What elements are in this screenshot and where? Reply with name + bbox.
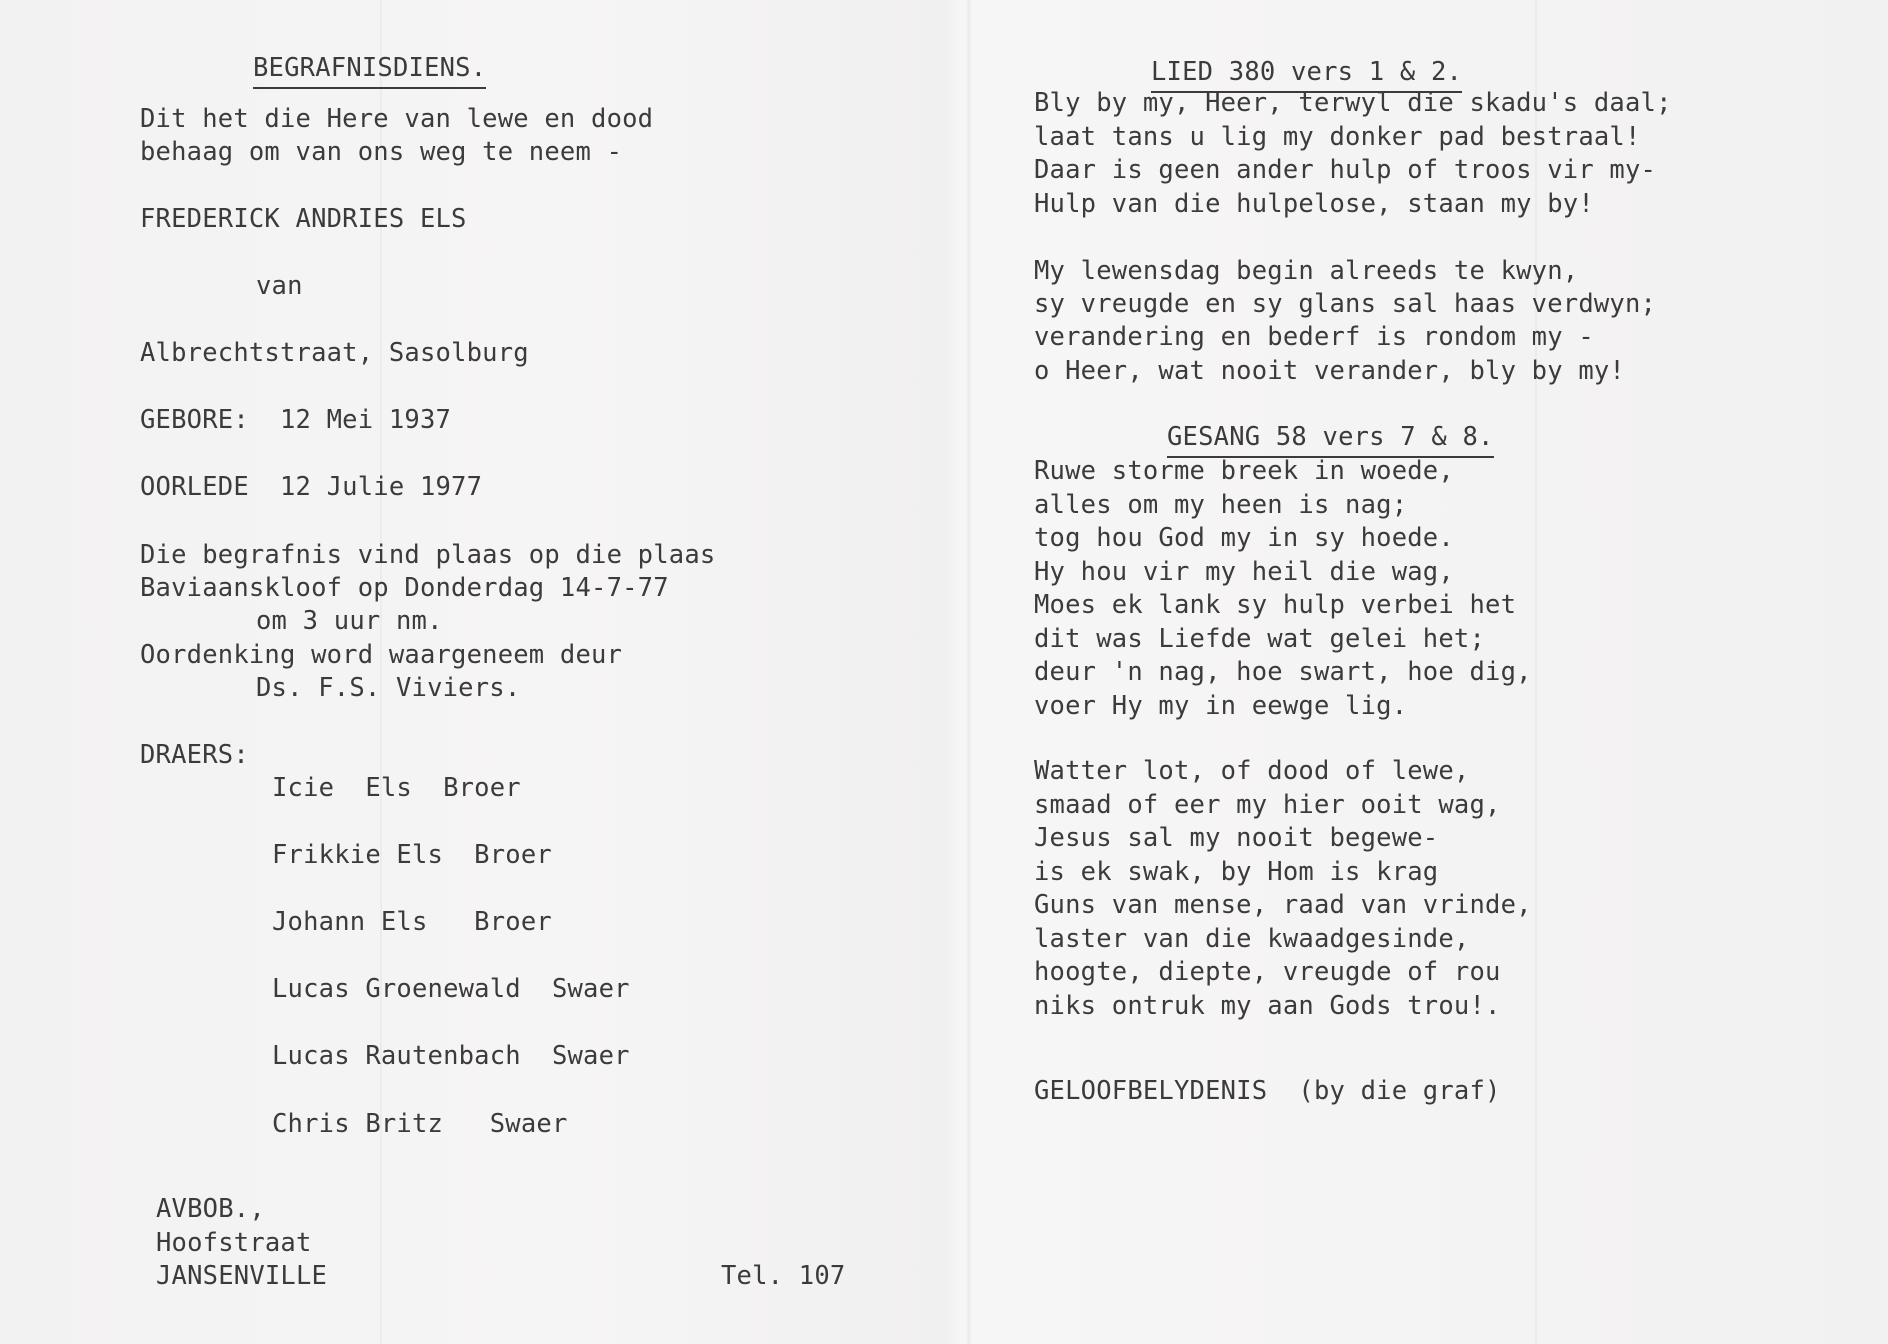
hymn-line: verandering en bederf is rondom my - bbox=[1034, 322, 1594, 352]
hymn-line: laat tans u lig my donker pad bestraal! bbox=[1034, 122, 1641, 152]
death-date: OORLEDE 12 Julie 1977 bbox=[140, 472, 483, 502]
van-word: van bbox=[256, 271, 303, 301]
hymn-line: tog hou God my in sy hoede. bbox=[1034, 523, 1454, 553]
intro-line: behaag om van ons weg te neem - bbox=[140, 137, 623, 167]
creed-line: GELOOFBELYDENIS (by die graf) bbox=[1034, 1076, 1501, 1106]
address: Albrechtstraat, Sasolburg bbox=[140, 338, 529, 368]
hymn-line: Jesus sal my nooit begewe- bbox=[1034, 823, 1439, 853]
funeral-info-line: Die begrafnis vind plaas op die plaas bbox=[140, 540, 716, 570]
birth-date: GEBORE: 12 Mei 1937 bbox=[140, 405, 452, 435]
hymn-line: Bly by my, Heer, terwyl die skadu's daal; bbox=[1034, 88, 1672, 118]
hymn-line: Guns van mense, raad van vrinde, bbox=[1034, 890, 1532, 920]
bearers-heading: DRAERS: bbox=[140, 740, 249, 770]
hymn-line: o Heer, wat nooit verander, bly by my! bbox=[1034, 356, 1625, 386]
hymn-line: smaad of eer my hier ooit wag, bbox=[1034, 790, 1501, 820]
bearer-entry: Icie Els Broer bbox=[272, 773, 521, 803]
bearer-entry: Frikkie Els Broer bbox=[272, 840, 552, 870]
hymn-line: My lewensdag begin alreeds te kwyn, bbox=[1034, 256, 1579, 286]
hymn2-title: GESANG 58 vers 7 & 8. bbox=[1167, 421, 1494, 458]
hymn-line: Daar is geen ander hulp of troos vir my- bbox=[1034, 155, 1657, 185]
hymn-line: Moes ek lank sy hulp verbei het bbox=[1034, 590, 1517, 620]
funeral-info-line: Ds. F.S. Viviers. bbox=[256, 673, 521, 703]
bearer-entry: Chris Britz Swaer bbox=[272, 1109, 568, 1139]
intro-line: Dit het die Here van lewe en dood bbox=[140, 104, 654, 134]
funeral-info-line: Oordenking word waargeneem deur bbox=[140, 640, 623, 670]
hymn-line: Hulp van die hulpelose, staan my by! bbox=[1034, 189, 1594, 219]
funeral-info-line: om 3 uur nm. bbox=[256, 606, 443, 636]
hymn1-title: LIED 380 vers 1 & 2. bbox=[1151, 56, 1462, 93]
bearer-entry: Johann Els Broer bbox=[272, 907, 552, 937]
hymn-line: sy vreugde en sy glans sal haas verdwyn; bbox=[1034, 289, 1657, 319]
page-fold bbox=[966, 0, 972, 1344]
hymn-line: is ek swak, by Hom is krag bbox=[1034, 857, 1439, 887]
bearer-entry: Lucas Rautenbach Swaer bbox=[272, 1041, 630, 1071]
hymn-line: alles om my heen is nag; bbox=[1034, 490, 1408, 520]
service-heading: BEGRAFNISDIENS. bbox=[253, 52, 486, 89]
hymn-line: deur 'n nag, hoe swart, hoe dig, bbox=[1034, 657, 1532, 687]
deceased-name: FREDERICK ANDRIES ELS bbox=[140, 204, 467, 234]
hymn-line: hoogte, diepte, vreugde of rou bbox=[1034, 957, 1501, 987]
hymn-line: niks ontruk my aan Gods trou!. bbox=[1034, 991, 1501, 1021]
undertaker-line: Hoofstraat bbox=[156, 1228, 312, 1258]
hymn-line: Watter lot, of dood of lewe, bbox=[1034, 756, 1470, 786]
hymn-line: dit was Liefde wat gelei het; bbox=[1034, 624, 1486, 654]
undertaker-line: AVBOB., bbox=[156, 1194, 265, 1224]
funeral-info-line: Baviaanskloof op Donderdag 14-7-77 bbox=[140, 573, 669, 603]
bearer-entry: Lucas Groenewald Swaer bbox=[272, 974, 630, 1004]
hymn-line: Hy hou vir my heil die wag, bbox=[1034, 557, 1454, 587]
hymn-line: laster van die kwaadgesinde, bbox=[1034, 924, 1470, 954]
telephone: Tel. 107 bbox=[721, 1261, 846, 1291]
undertaker-line: JANSENVILLE bbox=[156, 1261, 328, 1291]
hymn-line: Ruwe storme breek in woede, bbox=[1034, 456, 1454, 486]
hymn-line: voer Hy my in eewge lig. bbox=[1034, 691, 1408, 721]
